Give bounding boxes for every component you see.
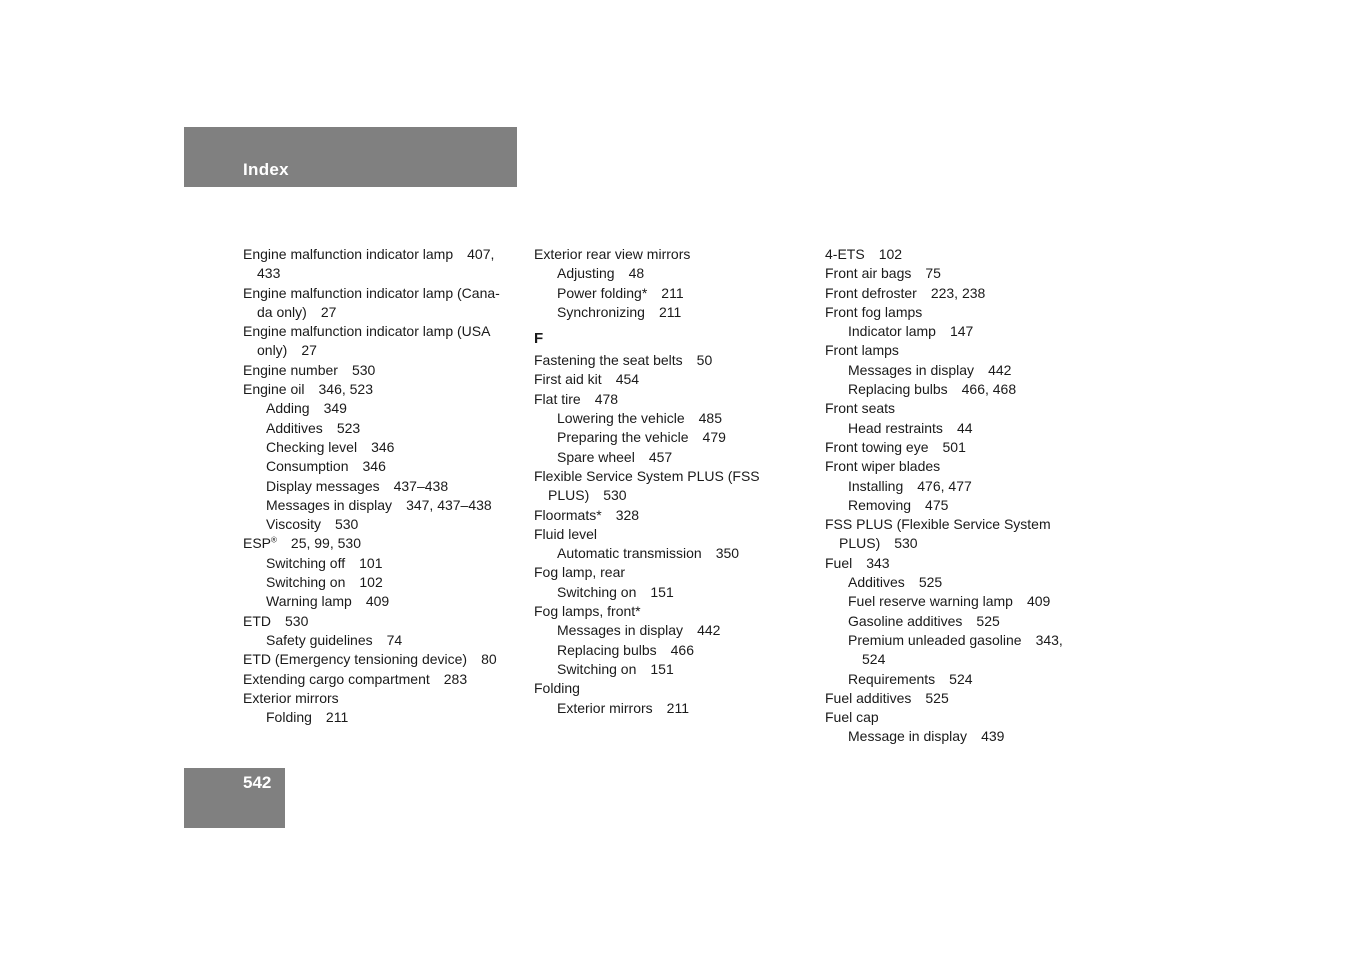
- index-subentry: [825, 612, 1085, 631]
- index-entry: [825, 399, 1085, 418]
- entry-page-ref[interactable]: 524: [949, 670, 973, 687]
- index-subentry: [243, 457, 518, 476]
- entry-term: Replacing bulbs: [557, 641, 657, 658]
- index-entry: [825, 264, 1085, 283]
- index-subentry: [825, 477, 1085, 496]
- index-subentry: [243, 554, 518, 573]
- entry-page-ref[interactable]: 102: [878, 246, 903, 262]
- entry-page-ref[interactable]: 439: [981, 728, 1005, 745]
- entry-term: Messages in display: [266, 496, 393, 513]
- entry-term: Requirements: [848, 670, 936, 687]
- entry-term: Exterior rear view mirrors: [534, 246, 691, 262]
- entry-term: Engine malfunction indicator lamp (USA: [243, 323, 491, 340]
- entry-page-ref[interactable]: 211: [658, 303, 682, 320]
- index-subentry: [243, 708, 518, 727]
- entry-term: Switching off: [266, 554, 346, 571]
- entry-page-ref[interactable]: 479: [702, 429, 726, 446]
- index-subentry: [534, 428, 794, 447]
- entry-term: Extending cargo compartment: [243, 670, 430, 687]
- entry-term: Front towing eye: [825, 438, 929, 455]
- entry-term: Folding: [266, 709, 312, 726]
- entry-page-ref[interactable]: 530: [334, 516, 359, 533]
- entry-page-ref[interactable]: 349: [323, 400, 347, 417]
- entry-term: Front seats: [825, 400, 896, 417]
- entry-page-ref[interactable]: 409: [365, 593, 390, 610]
- index-column-3: [825, 245, 1085, 747]
- entry-term: Safety guidelines: [266, 631, 373, 648]
- index-entry: [825, 689, 1085, 708]
- entry-page-ref[interactable]: 25, 99, 530: [290, 535, 361, 552]
- entry-continuation: PLUS): [548, 487, 590, 504]
- index-entry: [243, 534, 518, 553]
- index-subentry: [243, 477, 518, 496]
- index-entry: [243, 380, 518, 399]
- entry-term: Viscosity: [266, 516, 321, 533]
- entry-term: Front air bags: [825, 265, 912, 282]
- entry-term: Preparing the vehicle: [557, 429, 689, 446]
- index-entry: [825, 303, 1085, 322]
- index-entry: [825, 554, 1085, 573]
- entry-term: Flexible Service System PLUS (FSS: [534, 467, 760, 484]
- entry-term: Fog lamps, front*: [534, 603, 641, 620]
- index-entry: [534, 679, 794, 698]
- registered-mark: ®: [271, 535, 277, 545]
- entry-page-ref[interactable]: 27: [301, 342, 317, 359]
- entry-page-ref[interactable]: 44: [956, 419, 973, 436]
- entry-term: Flat tire: [534, 390, 581, 407]
- entry-page-ref[interactable]: 442: [988, 361, 1012, 378]
- entry-page-ref[interactable]: 347, 437–438: [406, 496, 492, 513]
- index-subentry: [534, 660, 794, 679]
- entry-page-ref[interactable]: 407,: [467, 246, 495, 262]
- entry-term: Fuel cap: [825, 709, 879, 726]
- index-entry: [243, 322, 518, 361]
- entry-term: Premium unleaded gasoline: [848, 631, 1022, 648]
- entry-term: Message in display: [848, 728, 968, 745]
- index-subentry: [534, 583, 794, 602]
- index-entry: [825, 708, 1085, 727]
- entry-term: Fastening the seat belts: [534, 352, 683, 369]
- entry-term: Messages in display: [557, 622, 684, 639]
- entry-page-ref[interactable]: 525: [925, 689, 949, 706]
- index-entry: [243, 361, 518, 380]
- entry-term: Switching on: [557, 660, 637, 677]
- entry-continuation: da only): [257, 303, 307, 320]
- entry-term: Front fog lamps: [825, 303, 923, 320]
- index-entry: [243, 284, 518, 323]
- entry-page-ref[interactable]: 476, 477: [917, 477, 972, 494]
- entry-term: Removing: [848, 496, 912, 513]
- index-subentry: [534, 303, 794, 322]
- entry-continuation: PLUS): [839, 535, 881, 552]
- entry-page-ref[interactable]: 466, 468: [961, 381, 1017, 398]
- index-subentry: [243, 399, 518, 418]
- index-subentry: [534, 448, 794, 467]
- entry-page-ref[interactable]: 211: [661, 284, 684, 301]
- entry-term: Synchronizing: [557, 303, 645, 320]
- entry-page-ref[interactable]: 27: [320, 303, 337, 320]
- index-subentry: [825, 631, 1085, 670]
- entry-page-ref[interactable]: 211: [666, 699, 689, 716]
- entry-page-ref[interactable]: 101: [359, 554, 383, 571]
- entry-continuation[interactable]: 433: [257, 265, 281, 282]
- index-subentry: [534, 409, 794, 428]
- entry-term: Fluid level: [534, 525, 598, 542]
- index-subentry: [243, 631, 518, 650]
- entry-page-ref[interactable]: 75: [925, 265, 941, 282]
- entry-page-ref[interactable]: 50: [696, 352, 713, 369]
- entry-term: ESP: [243, 535, 272, 552]
- entry-page-ref[interactable]: 283: [443, 670, 468, 687]
- entry-page-ref[interactable]: 343,: [1035, 631, 1063, 648]
- entry-term: Fuel reserve warning lamp: [848, 593, 1013, 610]
- index-subentry: [825, 573, 1085, 592]
- index-entry: [825, 284, 1085, 303]
- entry-term: First aid kit: [534, 371, 602, 388]
- index-subentry: [534, 284, 794, 303]
- entry-page-ref[interactable]: 328: [615, 506, 640, 523]
- entry-term: Front defroster: [825, 284, 917, 301]
- index-subentry: [825, 322, 1085, 341]
- index-entry: [534, 370, 794, 389]
- entry-page-ref[interactable]: 151: [650, 660, 674, 677]
- entry-page-ref[interactable]: 466: [670, 641, 694, 658]
- index-header-bar: [184, 127, 517, 187]
- index-subentry: [534, 544, 794, 563]
- entry-page-ref[interactable]: 346, 523: [318, 381, 373, 398]
- entry-page-ref[interactable]: 523: [336, 419, 361, 436]
- entry-term: Additives: [848, 574, 905, 591]
- index-entry: [243, 612, 518, 631]
- index-subentry: [534, 699, 794, 718]
- entry-term: Adding: [266, 400, 310, 417]
- entry-page-ref[interactable]: 501: [942, 438, 966, 455]
- entry-page-ref[interactable]: 350: [715, 545, 740, 562]
- index-entry: [534, 467, 794, 506]
- entry-page-ref[interactable]: 346: [371, 438, 395, 455]
- entry-page-ref[interactable]: 530: [603, 487, 627, 504]
- entry-term: Engine malfunction indicator lamp: [243, 246, 454, 262]
- index-entry: [243, 650, 518, 669]
- entry-term: Exterior mirrors: [243, 689, 339, 706]
- entry-term: Warning lamp: [266, 593, 352, 610]
- entry-page-ref[interactable]: 457: [648, 448, 673, 465]
- index-entry: [534, 506, 794, 525]
- entry-term: Power folding*: [557, 284, 648, 301]
- entry-term: Replacing bulbs: [848, 381, 948, 398]
- entry-term: Messages in display: [848, 361, 975, 378]
- entry-page-ref[interactable]: 442: [697, 622, 721, 639]
- entry-term: 4-ETS: [825, 246, 865, 262]
- index-subentry: [534, 621, 794, 640]
- entry-term: Switching on: [557, 583, 637, 600]
- index-subentry: [825, 361, 1085, 380]
- entry-term: FSS PLUS (Flexible Service System: [825, 516, 1051, 533]
- index-entry: [534, 525, 794, 544]
- index-entry: [534, 351, 794, 370]
- entry-page-ref[interactable]: 478: [594, 390, 619, 407]
- entry-term: Fuel additives: [825, 689, 912, 706]
- entry-term: Additives: [266, 419, 323, 436]
- entry-page-ref[interactable]: 530: [285, 612, 309, 629]
- index-entry: [825, 341, 1085, 360]
- entry-term: Display messages: [266, 477, 380, 494]
- index-subentry: [825, 727, 1085, 746]
- index-entry: [825, 515, 1085, 554]
- entry-term: Engine malfunction indicator lamp (Cana-: [243, 284, 500, 301]
- entry-term: Gasoline additives: [848, 612, 963, 629]
- index-subentry: [243, 438, 518, 457]
- entry-term: Lowering the vehicle: [557, 410, 685, 427]
- entry-page-ref[interactable]: 530: [894, 535, 918, 552]
- entry-page-ref[interactable]: 346: [362, 458, 386, 475]
- entry-page-ref[interactable]: 525: [976, 612, 1000, 629]
- entry-page-ref[interactable]: 409: [1026, 593, 1051, 610]
- index-entry: [243, 670, 518, 689]
- index-entry: [534, 245, 794, 264]
- entry-term: Floormats*: [534, 506, 602, 523]
- index-entry: [825, 457, 1085, 476]
- index-subentry: [825, 380, 1085, 399]
- index-subentry: [825, 670, 1085, 689]
- entry-page-ref[interactable]: 437–438: [393, 477, 449, 494]
- index-column-1: [243, 245, 518, 727]
- index-subentry: [243, 419, 518, 438]
- index-entry: [534, 563, 794, 582]
- entry-page-ref[interactable]: 74: [386, 631, 403, 648]
- entry-term: Head restraints: [848, 419, 943, 436]
- entry-term: Automatic transmission: [557, 545, 702, 562]
- entry-page-ref[interactable]: 485: [698, 410, 722, 427]
- entry-page-ref[interactable]: 525: [918, 574, 943, 591]
- index-subentry: [534, 641, 794, 660]
- entry-term: Engine oil: [243, 381, 305, 398]
- entry-term: Exterior mirrors: [557, 699, 653, 716]
- entry-term: Folding: [534, 680, 580, 697]
- entry-page-ref[interactable]: 151: [650, 583, 674, 600]
- index-subentry: [825, 592, 1085, 611]
- entry-continuation[interactable]: 524: [862, 651, 886, 668]
- index-column-2: [534, 245, 794, 718]
- page-number: 542: [243, 773, 272, 792]
- index-subentry: [243, 496, 518, 515]
- section-letter: F: [534, 330, 544, 348]
- entry-page-ref[interactable]: 102: [359, 574, 383, 591]
- entry-term: Spare wheel: [557, 448, 635, 465]
- entry-term: ETD: [243, 612, 271, 629]
- index-subentry: [825, 496, 1085, 515]
- index-subentry: [534, 264, 794, 283]
- entry-term: Front wiper blades: [825, 458, 941, 475]
- entry-term: Adjusting: [557, 265, 615, 282]
- entry-page-ref[interactable]: 80: [481, 651, 497, 668]
- entry-term: Switching on: [266, 574, 346, 591]
- entry-term: Checking level: [266, 438, 358, 455]
- entry-page-ref[interactable]: 211: [325, 709, 349, 726]
- entry-term: Indicator lamp: [848, 323, 936, 340]
- entry-term: Fog lamp, rear: [534, 564, 626, 581]
- index-subentry: [243, 573, 518, 592]
- index-entry: [534, 602, 794, 621]
- entry-continuation: only): [257, 342, 288, 359]
- entry-page-ref[interactable]: 454: [615, 371, 640, 388]
- index-subentry: [243, 592, 518, 611]
- entry-term: Front lamps: [825, 342, 899, 359]
- index-entry: [243, 689, 518, 708]
- entry-page-ref[interactable]: 223, 238: [930, 284, 986, 301]
- index-entry: [825, 438, 1085, 457]
- page-number-box: [184, 768, 285, 828]
- entry-page-ref[interactable]: 48: [628, 265, 645, 282]
- entry-term: Fuel: [825, 554, 853, 571]
- entry-page-ref[interactable]: 530: [351, 361, 376, 378]
- entry-term: Engine number: [243, 361, 338, 378]
- entry-term: Installing: [848, 477, 904, 494]
- entry-term: ETD (Emergency tensioning device): [243, 651, 468, 668]
- index-entry: [534, 390, 794, 409]
- entry-page-ref[interactable]: 475: [925, 496, 949, 513]
- index-subentry: [243, 515, 518, 534]
- entry-page-ref[interactable]: 343: [866, 554, 890, 571]
- page-title: Index: [243, 160, 289, 179]
- index-entry: [825, 245, 1085, 264]
- entry-term: Consumption: [266, 458, 349, 475]
- entry-page-ref[interactable]: 147: [949, 323, 974, 340]
- index-entry: [243, 245, 518, 284]
- index-subentry: [825, 419, 1085, 438]
